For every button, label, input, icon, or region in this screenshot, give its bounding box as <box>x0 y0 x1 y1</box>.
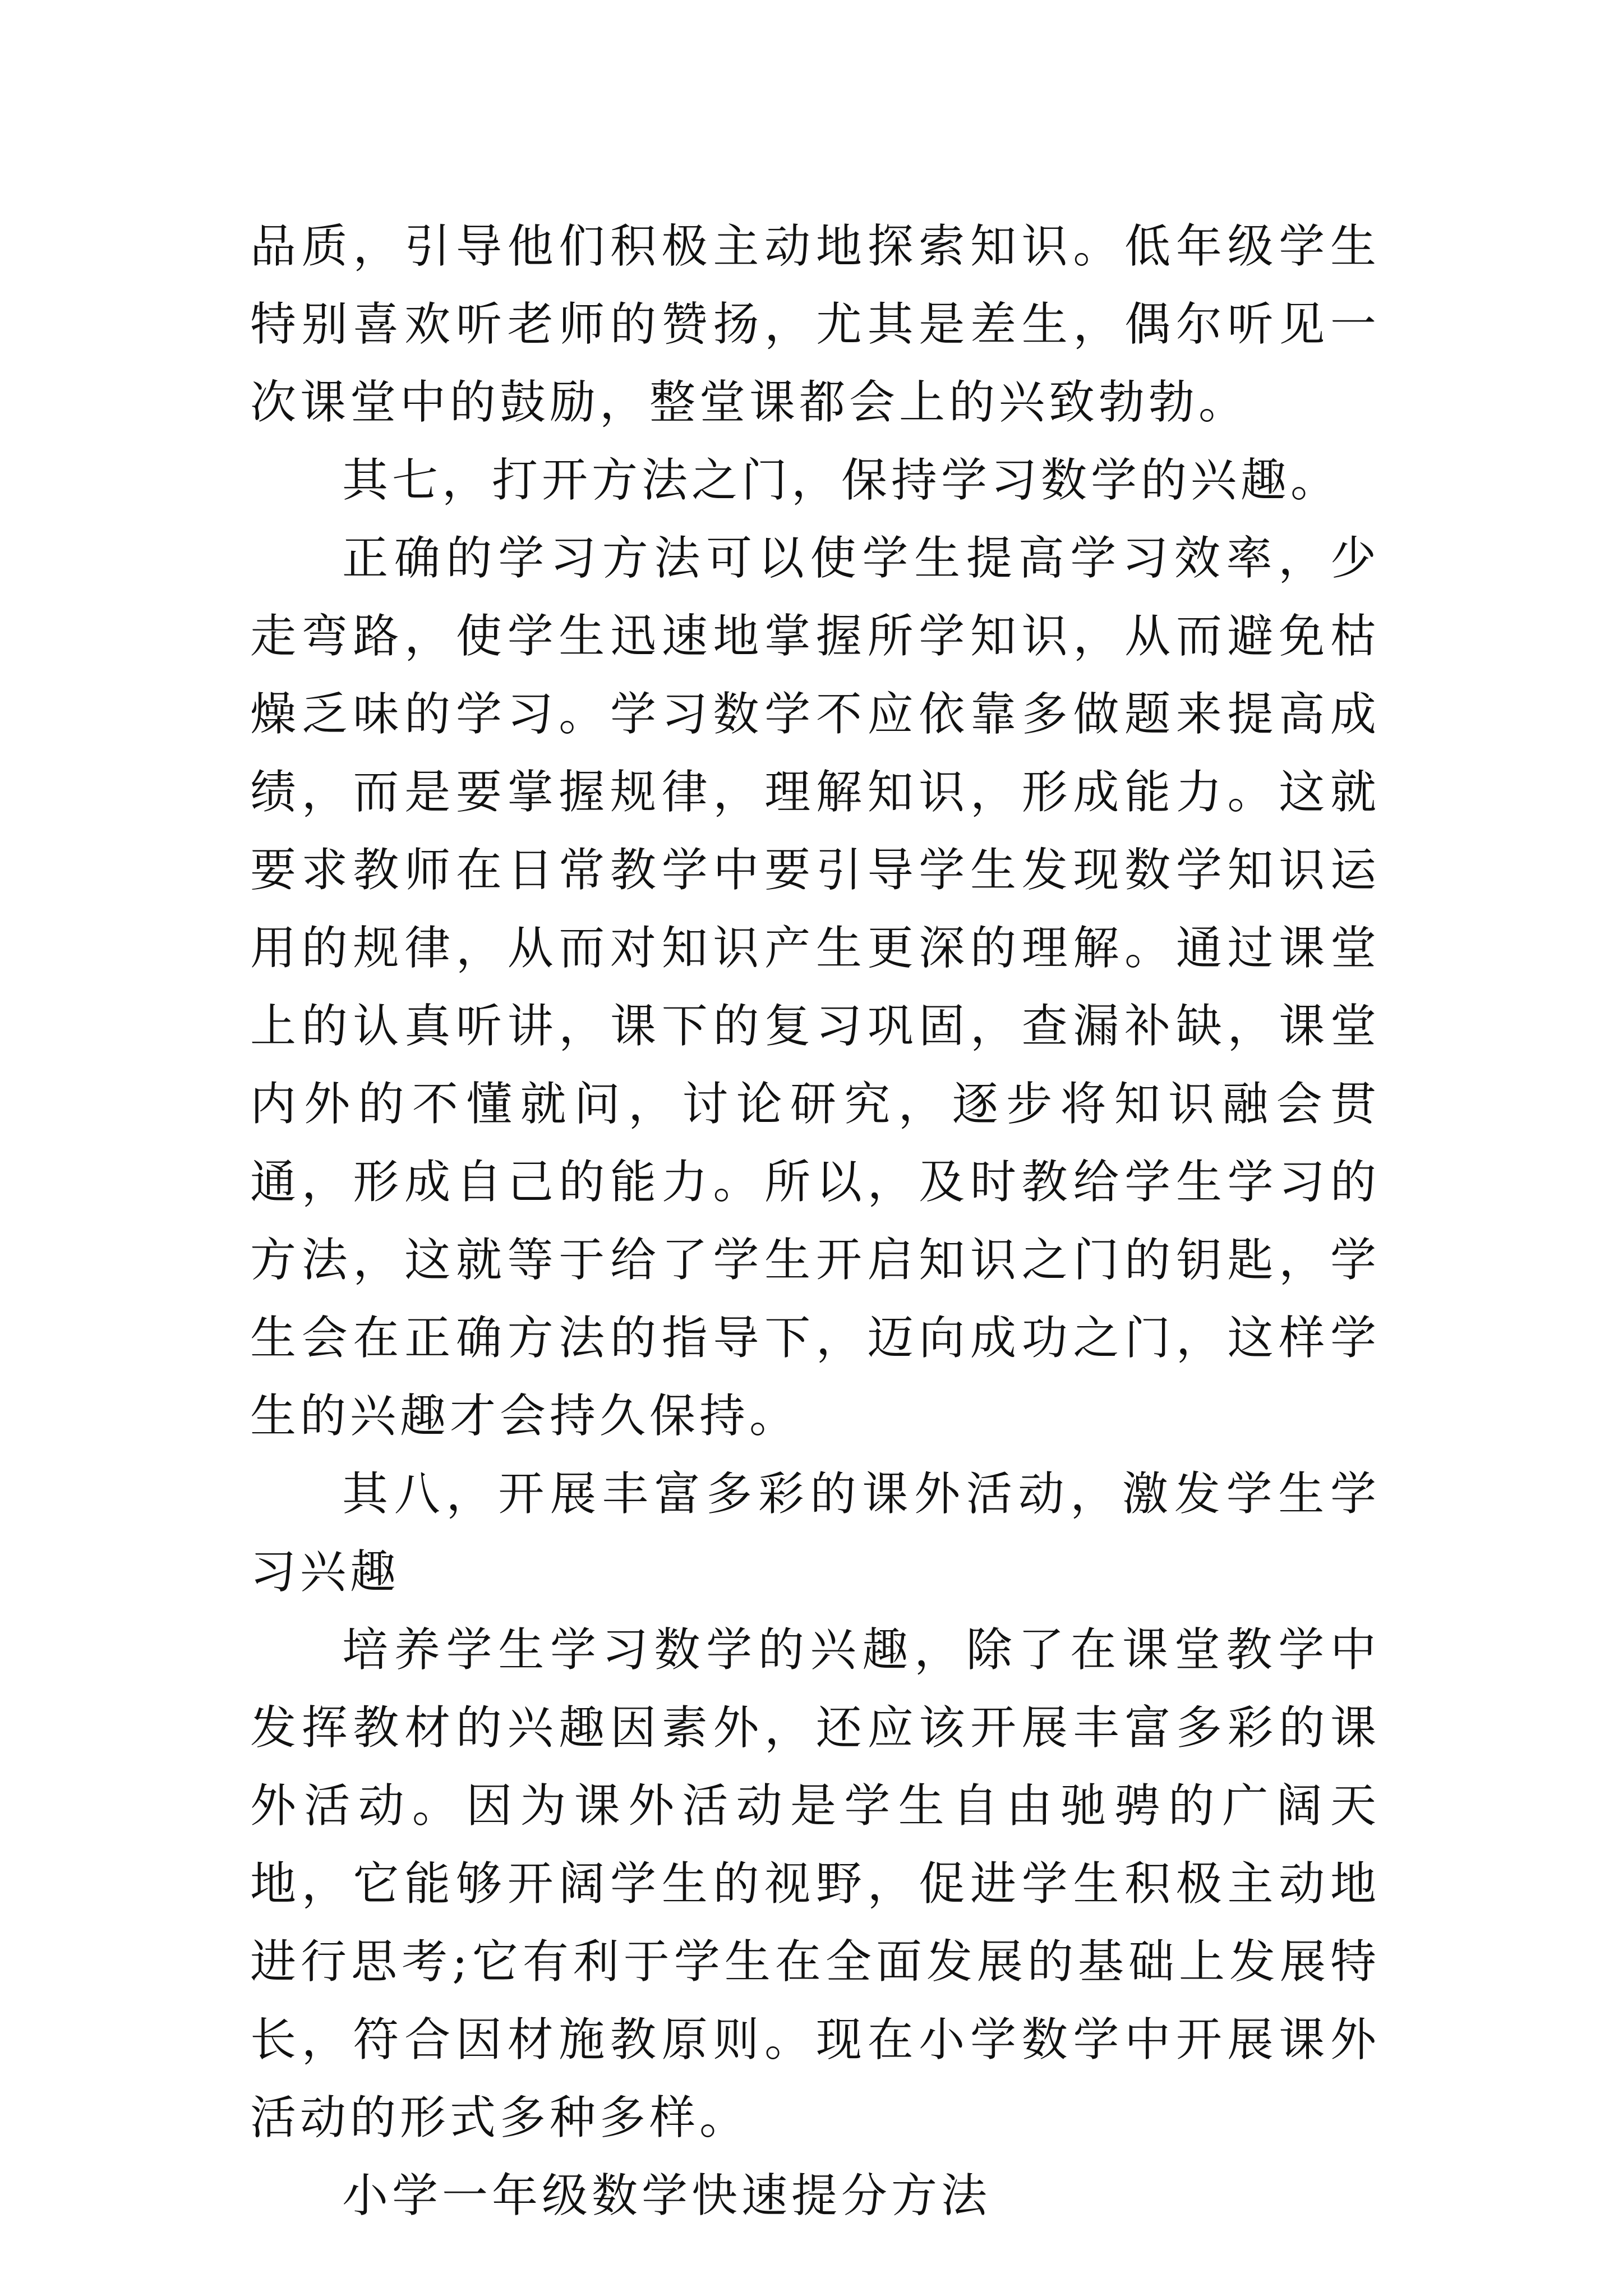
paragraph-extracurricular: 培养学生学习数学的兴趣，除了在课堂教学中发挥教材的兴趣因素外，还应该开展丰富多彩的课外活动。因为课外活动是学生自由驰骋的广阔天地，它能够开阔学生的视野，促进学生积极主动地进行思考;它有利于学生在全面发展的基础上发展特长，符合因材施教原则。现在小学数学中开展课外活动的形式多种多样。 <box>250 1623 1380 2145</box>
section-heading-eight: 其八，开展丰富多彩的课外活动，激发学生学习兴趣 <box>250 1467 1380 1599</box>
section-heading-next: 小学一年级数学快速提分方法 <box>342 2169 992 2223</box>
document-body <box>250 208 1380 2235</box>
paragraph-learning-methods: 正确的学习方法可以使学生提高学习效率，少走弯路，使学生迅速地掌握所学知识，从而避免枯燥乏味的学习。学习数学不应依靠多做题来提高成绩，而是要掌握规律，理解知识，形成能力。这就要求教师在日常教学中要引导学生发现数学知识运用的规律，从而对知识产生更深的理解。通过课堂上的认真听讲，课下的复习巩固，查漏补缺，课堂内外的不懂就问，讨论研究，逐步将知识融会贯通，形成自己的能力。所以，及时教给学生学习的方法，这就等于给了学生开启知识之门的钥匙，学生会在正确方法的指导下，迈向成功之门，这样学生的兴趣才会持久保持。 <box>250 532 1380 1443</box>
paragraph-continuation: 品质，引导他们积极主动地探索知识。低年级学生特别喜欢听老师的赞扬，尤其是差生，偶尔听见一次课堂中的鼓励，整堂课都会上的兴致勃勃。 <box>250 220 1380 429</box>
section-heading-seven: 其七，打开方法之门，保持学习数学的兴趣。 <box>342 454 1341 507</box>
